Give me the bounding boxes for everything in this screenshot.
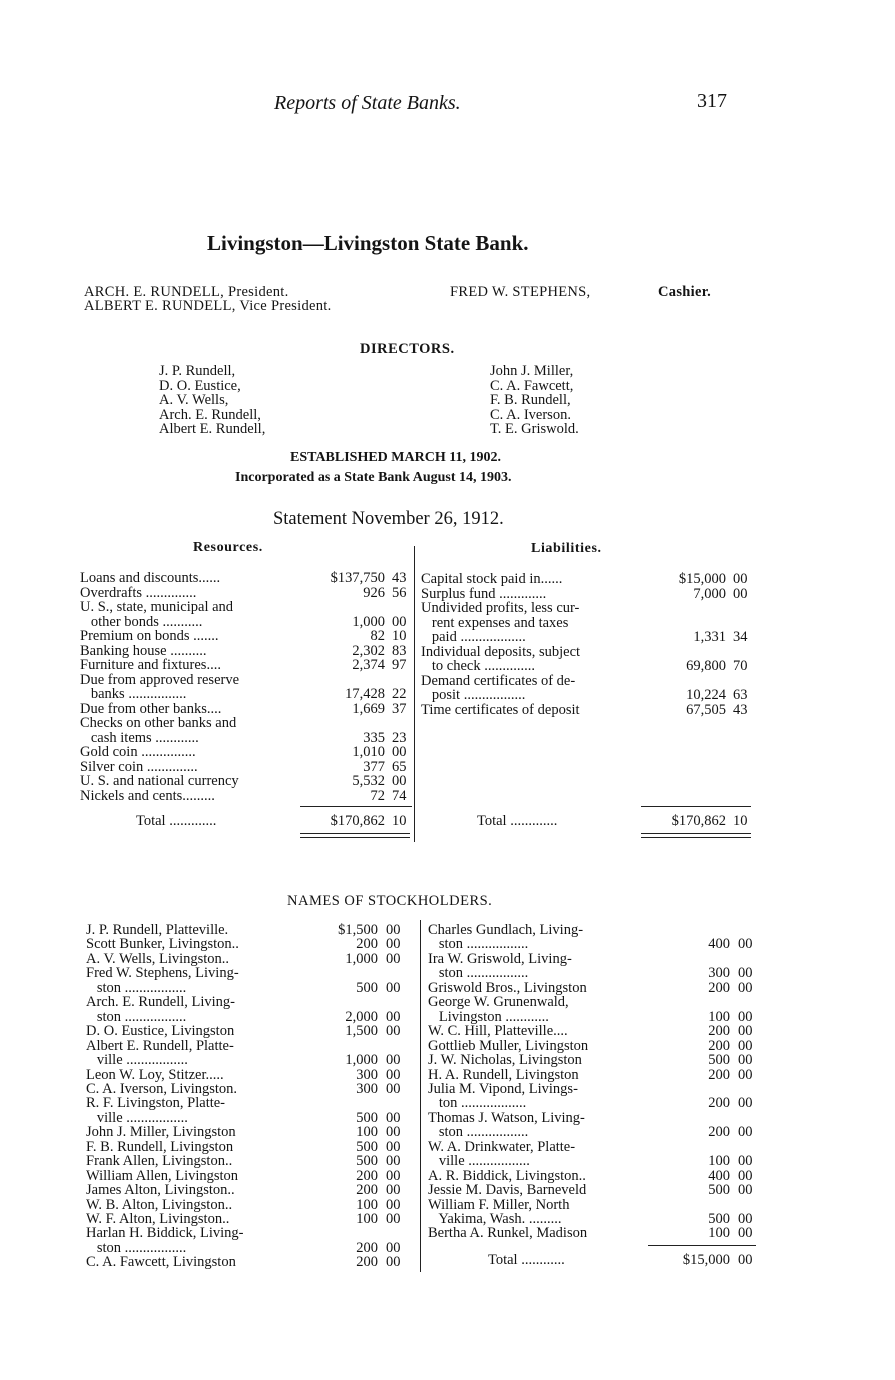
- row-cents: 00: [386, 1153, 401, 1170]
- row-cents: 00: [738, 1023, 753, 1040]
- row-dollars: 377: [363, 758, 385, 775]
- row-label: Bertha A. Runkel, Madison: [428, 1225, 588, 1242]
- row-label: Fred W. Stephens, Living-: [86, 965, 239, 982]
- total-cents: 10: [733, 813, 748, 829]
- row-dollars: 926: [363, 584, 385, 601]
- row-cents: 63: [733, 687, 748, 703]
- resources-total-rule: [300, 806, 412, 807]
- row-label: C. A. Fawcett, Livingston: [86, 1254, 236, 1271]
- row-label: Griswold Bros., Livingston: [428, 979, 587, 996]
- row-label: J. W. Nicholas, Livingston: [428, 1052, 582, 1069]
- row-cents: 65: [392, 758, 407, 775]
- row-cents: 00: [738, 1052, 753, 1069]
- row-dollars: 1,000: [352, 613, 385, 630]
- row-cents: 83: [392, 642, 407, 659]
- officer-cashier-title: Cashier.: [658, 284, 712, 300]
- row-label: ville .................: [86, 1052, 188, 1069]
- row-label: William F. Miller, North: [428, 1196, 570, 1213]
- row-cents: 74: [392, 787, 407, 804]
- row-dollars: 200: [708, 1124, 730, 1141]
- row-cents: 00: [738, 1211, 753, 1227]
- row-cents: 00: [386, 1080, 401, 1097]
- row-dollars: 200: [356, 1254, 378, 1271]
- row-cents: 00: [738, 1037, 753, 1054]
- row-label: W. B. Alton, Livingston..: [86, 1196, 233, 1213]
- row-label: William Allen, Livingston: [86, 1167, 239, 1184]
- row-dollars: 10,224: [686, 687, 726, 703]
- statement-title: Statement November 26, 1912.: [273, 509, 504, 529]
- row-cents: 00: [738, 1182, 753, 1199]
- row-dollars: 500: [356, 979, 378, 996]
- row-cents: 00: [392, 613, 407, 630]
- row-label: Undivided profits, less cur-: [421, 600, 580, 616]
- row-dollars: 300: [356, 1066, 378, 1083]
- page-number: 317: [697, 90, 727, 112]
- row-cents: 37: [392, 700, 407, 717]
- row-dollars: 500: [708, 1211, 730, 1227]
- row-dollars: 5,532: [352, 773, 385, 789]
- row-dollars: 200: [708, 1066, 730, 1083]
- row-label: Banking house ..........: [80, 642, 207, 659]
- director-name: C. A. Iverson.: [490, 406, 571, 423]
- row-label: C. A. Iverson, Livingston.: [86, 1080, 238, 1097]
- row-cents: 00: [392, 744, 407, 760]
- liabilities-total-rule: [641, 806, 751, 807]
- row-label: Jessie M. Davis, Barneveld: [428, 1182, 587, 1199]
- row-cents: 00: [386, 1182, 401, 1199]
- row-dollars: 1,000: [345, 1052, 378, 1069]
- row-label: Albert E. Rundell, Platte-: [86, 1037, 234, 1054]
- row-cents: 00: [738, 965, 753, 982]
- director-name: J. P. Rundell,: [159, 363, 236, 379]
- total-cents: 00: [738, 1252, 753, 1268]
- row-label: Ira W. Griswold, Living-: [428, 950, 572, 967]
- row-dollars: 200: [356, 1167, 378, 1184]
- row-label: Nickels and cents.........: [80, 787, 215, 804]
- row-cents: 00: [386, 1239, 401, 1256]
- row-label: George W. Grunenwald,: [428, 994, 569, 1011]
- row-label: ville .................: [428, 1153, 530, 1170]
- row-cents: 00: [738, 1124, 753, 1141]
- director-name: John J. Miller,: [490, 363, 574, 379]
- row-cents: 00: [386, 1052, 401, 1069]
- row-dollars: 300: [356, 1080, 378, 1097]
- row-cents: 00: [738, 979, 753, 996]
- row-label: F. B. Rundell, Livingston: [86, 1138, 234, 1155]
- row-dollars: $1,500: [338, 922, 378, 938]
- row-cents: 00: [386, 1109, 401, 1126]
- row-cents: 56: [392, 584, 407, 601]
- row-dollars: 100: [708, 1225, 730, 1242]
- row-label: ston .................: [428, 1124, 529, 1141]
- row-dollars: 200: [708, 979, 730, 996]
- row-dollars: 200: [356, 936, 378, 953]
- row-cents: 00: [386, 1211, 401, 1227]
- row-label: Livingston ............: [428, 1008, 549, 1025]
- row-dollars: 100: [356, 1196, 378, 1213]
- row-label: Gottlieb Muller, Livingston: [428, 1037, 589, 1054]
- row-cents: 00: [386, 1196, 401, 1213]
- row-label: ston .................: [428, 936, 529, 953]
- row-cents: 00: [738, 1225, 753, 1242]
- row-cents: 00: [733, 571, 748, 587]
- row-label: banks ................: [80, 686, 187, 702]
- row-dollars: 72: [370, 787, 385, 804]
- row-label: Due from other banks....: [80, 700, 222, 717]
- row-label: Leon W. Loy, Stitzer.....: [86, 1066, 224, 1083]
- row-label: H. A. Rundell, Livingston: [428, 1066, 579, 1083]
- row-label: Silver coin ..............: [80, 758, 198, 775]
- row-label: Surplus fund .............: [421, 585, 547, 602]
- row-dollars: 200: [708, 1023, 730, 1040]
- row-dollars: 500: [708, 1052, 730, 1069]
- stockholders-divider: [420, 920, 421, 1272]
- row-label: Individual deposits, subject: [421, 643, 581, 660]
- row-label: ville .................: [86, 1109, 188, 1126]
- officer-vice-president: ALBERT E. RUNDELL, Vice President.: [84, 298, 332, 314]
- row-label: Loans and discounts......: [80, 570, 221, 586]
- incorporated-line: Incorporated as a State Bank August 14, 1903.: [235, 470, 512, 485]
- row-label: W. C. Hill, Platteville....: [428, 1023, 568, 1040]
- row-label: J. P. Rundell, Platteville.: [86, 922, 229, 938]
- row-dollars: 335: [363, 729, 385, 746]
- row-label: U. S., state, municipal and: [80, 599, 234, 615]
- row-dollars: 300: [708, 965, 730, 982]
- row-cents: 00: [738, 936, 753, 953]
- row-dollars: 400: [708, 1167, 730, 1184]
- row-label: ston .................: [86, 1008, 187, 1025]
- bank-title: Livingston—Livingston State Bank.: [207, 231, 529, 255]
- row-dollars: 500: [356, 1153, 378, 1170]
- row-dollars: 1,331: [693, 629, 726, 645]
- row-label: A. R. Biddick, Livingston..: [428, 1167, 586, 1184]
- row-label: rent expenses and taxes: [421, 614, 569, 631]
- directors-right-list: [490, 364, 579, 437]
- row-label: A. V. Wells, Livingston..: [86, 950, 230, 967]
- liabilities-total-double-rule: [641, 833, 751, 838]
- row-cents: 00: [386, 1138, 401, 1155]
- director-name: D. O. Eustice,: [159, 377, 241, 394]
- row-cents: 00: [386, 936, 401, 953]
- row-cents: 00: [386, 1066, 401, 1083]
- row-label: R. F. Livingston, Platte-: [86, 1095, 226, 1112]
- row-label: Thomas J. Watson, Living-: [428, 1109, 585, 1126]
- total-dollars: $170,862: [671, 813, 726, 829]
- row-dollars: 1,010: [352, 744, 385, 760]
- row-cents: 34: [733, 629, 748, 645]
- row-label: Due from approved reserve: [80, 671, 240, 688]
- row-cents: 43: [392, 570, 407, 586]
- row-label: Charles Gundlach, Living-: [428, 922, 584, 938]
- row-label: James Alton, Livingston..: [86, 1182, 235, 1199]
- total-label: Total .............: [477, 813, 558, 829]
- stockholders-heading: NAMES OF STOCKHOLDERS.: [287, 893, 493, 909]
- officer-cashier-name: FRED W. STEPHENS,: [450, 284, 591, 300]
- row-dollars: 500: [356, 1109, 378, 1126]
- total-label: Total .............: [136, 813, 217, 829]
- row-label: Overdrafts ..............: [80, 584, 197, 601]
- row-label: W. F. Alton, Livingston..: [86, 1211, 230, 1227]
- row-dollars: 2,374: [352, 657, 385, 673]
- liabilities-heading: Liabilities.: [531, 541, 602, 556]
- row-dollars: 400: [708, 936, 730, 953]
- row-cents: 00: [738, 1153, 753, 1170]
- row-label: Demand certificates of de-: [421, 672, 576, 689]
- row-dollars: 100: [356, 1124, 378, 1141]
- row-dollars: 200: [356, 1239, 378, 1256]
- total-dollars: $15,000: [682, 1252, 730, 1268]
- row-cents: 00: [386, 1023, 401, 1040]
- row-cents: 00: [386, 950, 401, 967]
- row-dollars: 17,428: [345, 686, 385, 702]
- row-label: Julia M. Vipond, Livings-: [428, 1080, 578, 1097]
- directors-heading: DIRECTORS.: [360, 341, 455, 357]
- row-dollars: 100: [356, 1211, 378, 1227]
- row-cents: 00: [738, 1008, 753, 1025]
- row-dollars: 500: [708, 1182, 730, 1199]
- total-label: Total ............: [488, 1252, 565, 1268]
- row-label: cash items ............: [80, 729, 199, 746]
- row-label: Time certificates of deposit: [421, 701, 580, 718]
- resources-heading: Resources.: [193, 540, 263, 555]
- row-cents: 00: [738, 1095, 753, 1112]
- row-label: posit .................: [421, 687, 526, 703]
- row-label: ston .................: [428, 965, 529, 982]
- director-name: C. A. Fawcett,: [490, 377, 574, 394]
- director-name: Albert E. Rundell,: [159, 421, 266, 437]
- stockholders-total-rule: [648, 1245, 756, 1246]
- row-label: Yakima, Wash. .........: [428, 1211, 562, 1227]
- row-dollars: 82: [370, 628, 385, 644]
- row-dollars: 1,669: [352, 700, 385, 717]
- row-dollars: 67,505: [686, 701, 726, 718]
- row-cents: 00: [386, 1254, 401, 1271]
- row-cents: 00: [386, 922, 401, 938]
- row-label: Harlan H. Biddick, Living-: [86, 1225, 244, 1242]
- row-label: ton ..................: [428, 1095, 527, 1112]
- row-label: John J. Miller, Livingston: [86, 1124, 236, 1141]
- row-dollars: 2,000: [345, 1008, 378, 1025]
- director-name: F. B. Rundell,: [490, 392, 571, 408]
- row-cents: 97: [392, 657, 407, 673]
- row-label: other bonds ...........: [80, 613, 203, 630]
- director-name: T. E. Griswold.: [490, 421, 579, 437]
- row-label: Arch. E. Rundell, Living-: [86, 994, 236, 1011]
- established-line: ESTABLISHED MARCH 11, 1902.: [290, 450, 501, 465]
- running-title: Reports of State Banks.: [274, 92, 461, 114]
- row-cents: 00: [386, 1167, 401, 1184]
- row-cents: 00: [738, 1167, 753, 1184]
- row-label: Premium on bonds .......: [80, 628, 219, 644]
- row-label: Frank Allen, Livingston..: [86, 1153, 233, 1170]
- director-name: A. V. Wells,: [159, 392, 229, 408]
- row-dollars: 69,800: [686, 658, 726, 674]
- row-label: paid ..................: [421, 629, 526, 645]
- row-label: Scott Bunker, Livingston..: [86, 936, 239, 953]
- row-label: Gold coin ...............: [80, 744, 196, 760]
- total-dollars: $170,862: [330, 813, 385, 829]
- row-dollars: 200: [708, 1037, 730, 1054]
- row-cents: 10: [392, 628, 407, 644]
- row-cents: 00: [386, 1008, 401, 1025]
- row-cents: 00: [386, 1124, 401, 1141]
- row-cents: 70: [733, 658, 748, 674]
- resources-total-double-rule: [300, 833, 410, 838]
- directors-left-list: [159, 364, 265, 437]
- row-dollars: $137,750: [330, 570, 385, 586]
- row-cents: 22: [392, 686, 407, 702]
- row-cents: 00: [392, 773, 407, 789]
- row-label: Checks on other banks and: [80, 715, 237, 731]
- row-label: ston .................: [86, 1239, 187, 1256]
- row-label: U. S. and national currency: [80, 773, 239, 789]
- row-label: W. A. Drinkwater, Platte-: [428, 1138, 576, 1155]
- row-cents: 00: [733, 585, 748, 602]
- row-label: ston .................: [86, 979, 187, 996]
- row-dollars: 200: [356, 1182, 378, 1199]
- row-dollars: 2,302: [352, 642, 385, 659]
- row-cents: 00: [738, 1066, 753, 1083]
- row-dollars: 200: [708, 1095, 730, 1112]
- director-name: Arch. E. Rundell,: [159, 406, 261, 423]
- row-dollars: 100: [708, 1153, 730, 1170]
- row-dollars: 1,000: [345, 950, 378, 967]
- row-dollars: 7,000: [693, 585, 726, 602]
- row-label: Capital stock paid in......: [421, 571, 563, 587]
- total-cents: 10: [392, 813, 407, 829]
- row-label: Furniture and fixtures....: [80, 657, 221, 673]
- row-cents: 00: [386, 979, 401, 996]
- row-dollars: 1,500: [345, 1023, 378, 1040]
- row-label: to check ..............: [421, 658, 535, 674]
- row-cents: 23: [392, 729, 407, 746]
- officer-president: ARCH. E. RUNDELL, President.: [84, 284, 289, 300]
- row-dollars: 500: [356, 1138, 378, 1155]
- row-dollars: 100: [708, 1008, 730, 1025]
- row-cents: 43: [733, 701, 748, 718]
- row-dollars: $15,000: [678, 571, 726, 587]
- statement-divider: [414, 546, 415, 842]
- row-label: D. O. Eustice, Livingston: [86, 1023, 235, 1040]
